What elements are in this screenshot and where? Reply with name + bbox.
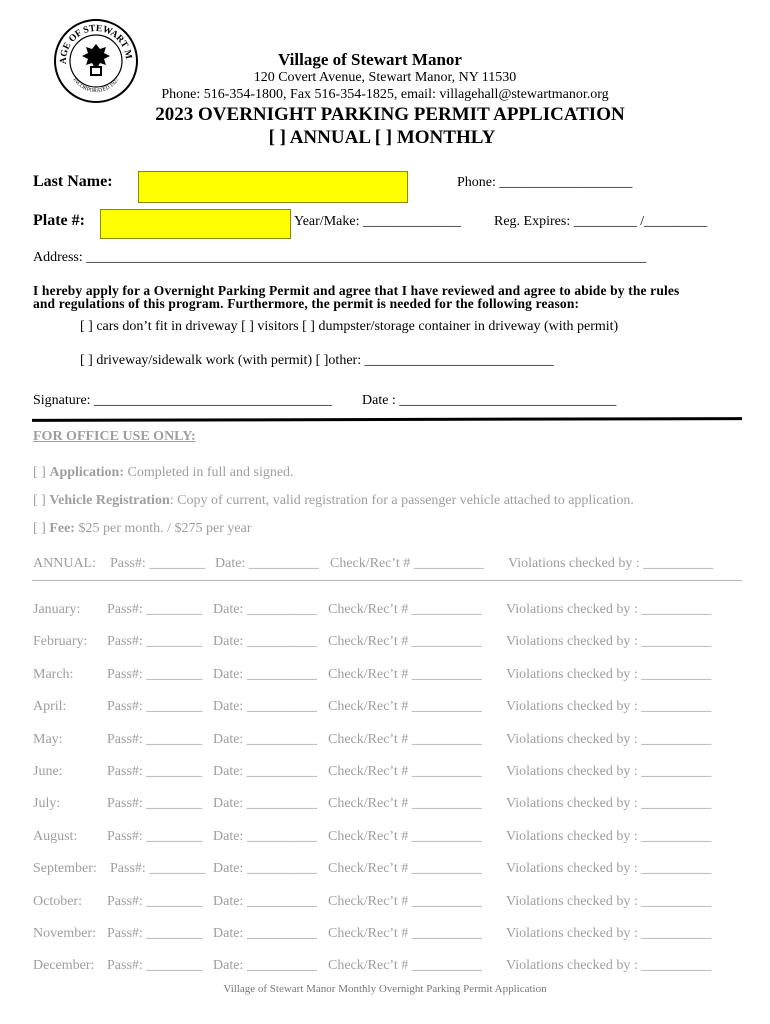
row-label: May: [33, 731, 63, 747]
annual-row [0, 556, 770, 576]
row-label: September: [33, 861, 97, 877]
date-field[interactable]: Date: __________ [213, 731, 317, 747]
month-row [0, 958, 770, 978]
date-field[interactable]: Date: __________ [213, 602, 317, 617]
year-make-field[interactable]: Year/Make: ______________ [294, 214, 461, 229]
violations-field[interactable]: Violations checked by : __________ [506, 666, 712, 682]
date-field[interactable]: Date: __________ [213, 861, 317, 877]
date-field[interactable]: Date: __________ [215, 556, 319, 571]
date-field[interactable]: Date: __________ [213, 796, 317, 812]
row-label: June: [33, 764, 63, 779]
date-field[interactable]: Date: __________ [213, 828, 317, 844]
pass-field[interactable]: Pass#: ________ [107, 926, 203, 941]
violations-field[interactable]: Violations checked by : __________ [506, 731, 712, 747]
agreement-line-1: I hereby apply for a Overnight Parking Permit and agree that I have reviewed and agree to abide by the rules [33, 283, 680, 298]
check-field[interactable]: Check/Rec’t # __________ [328, 893, 482, 909]
reason-options-1[interactable]: [ ] cars don’t fit in driveway [ ] visitors [ ] dumpster/storage container in driveway (with permit) [80, 319, 619, 334]
violations-field[interactable]: Violations checked by : __________ [508, 556, 714, 571]
violations-field[interactable]: Violations checked by : __________ [506, 764, 712, 779]
violations-field[interactable]: Violations checked by : __________ [506, 602, 712, 617]
date-field[interactable]: Date: __________ [213, 699, 317, 715]
pass-field[interactable]: Pass#: ________ [107, 699, 203, 715]
last-name-field[interactable] [138, 171, 408, 203]
month-row [0, 732, 770, 752]
signature-field[interactable]: Signature: __________________________________ [33, 393, 333, 408]
violations-field[interactable]: Violations checked by : __________ [506, 634, 712, 650]
item-label: Vehicle Registration [49, 493, 170, 508]
last-name-label: Last Name: [33, 173, 113, 190]
check-field[interactable]: Check/Rec’t # __________ [328, 699, 482, 715]
check-field[interactable]: Check/Rec’t # __________ [328, 602, 482, 617]
pass-field[interactable]: Pass#: ________ [107, 602, 203, 617]
item-text: $25 per month. / $275 per year [74, 521, 252, 536]
violations-field[interactable]: Violations checked by : __________ [506, 893, 712, 909]
footer-text: Village of Stewart Manor Monthly Overnight Parking Permit Application [223, 983, 547, 995]
month-row [0, 602, 770, 622]
pass-field[interactable]: Pass#: ________ [107, 634, 203, 650]
month-row [0, 634, 770, 654]
pass-field[interactable]: Pass#: ________ [107, 666, 203, 682]
reason-options-2[interactable]: [ ] driveway/sidewalk work (with permit) [ ]other: ___________________________ [80, 353, 554, 368]
row-label: July: [33, 796, 61, 812]
item-text: : Copy of current, valid registration for a passenger vehicle attached to application. [169, 493, 634, 508]
row-label: October: [33, 893, 82, 909]
row-label: January: [33, 602, 81, 617]
month-row [0, 926, 770, 946]
violations-field[interactable]: Violations checked by : __________ [506, 699, 712, 715]
month-row [0, 764, 770, 784]
office-item-registration [33, 493, 634, 509]
month-row [0, 894, 770, 914]
date-field[interactable]: Date: __________ [213, 893, 317, 909]
phone-field[interactable]: Phone: ___________________ [457, 175, 633, 190]
checkbox-bracket[interactable]: [ ] [33, 493, 46, 508]
row-label: December: [33, 958, 95, 974]
pass-field[interactable]: Pass#: ________ [107, 893, 203, 909]
violations-field[interactable]: Violations checked by : __________ [506, 828, 712, 844]
check-field[interactable]: Check/Rec’t # __________ [328, 796, 482, 812]
check-field[interactable]: Check/Rec’t # __________ [328, 861, 482, 877]
date-field[interactable]: Date : _______________________________ [362, 393, 617, 408]
check-field[interactable]: Check/Rec’t # __________ [328, 666, 482, 682]
agreement-line-2: and regulations of this program. Furthermore, the permit is needed for the following reason: [33, 296, 580, 311]
svg-text:INCORPORATED 1927: INCORPORATED 1927 [71, 77, 121, 95]
row-label: August: [33, 828, 78, 844]
item-text: Completed in full and signed. [124, 465, 294, 480]
pass-field[interactable]: Pass#: ________ [110, 556, 206, 571]
annual-divider [32, 580, 742, 581]
date-field[interactable]: Date: __________ [213, 634, 317, 650]
pass-field[interactable]: Pass#: ________ [107, 731, 203, 747]
check-field[interactable]: Check/Rec’t # __________ [328, 731, 482, 747]
org-name: Village of Stewart Manor [278, 50, 462, 69]
org-address: 120 Covert Avenue, Stewart Manor, NY 11530 [253, 70, 517, 85]
checkbox-bracket[interactable]: [ ] [33, 521, 46, 536]
month-row [0, 861, 770, 881]
reg-expires-field[interactable]: Reg. Expires: _________ /_________ [494, 214, 708, 229]
row-label: February: [33, 634, 88, 650]
check-field[interactable]: Check/Rec’t # __________ [328, 634, 482, 650]
plate-field[interactable] [100, 209, 291, 239]
check-field[interactable]: Check/Rec’t # __________ [330, 556, 484, 571]
row-label: April: [33, 699, 67, 715]
violations-field[interactable]: Violations checked by : __________ [506, 926, 712, 941]
org-contact: Phone: 516-354-1800, Fax 516-354-1825, email: villagehall@stewartmanor.org [161, 87, 609, 102]
pass-field[interactable]: Pass#: ________ [107, 828, 203, 844]
check-field[interactable]: Check/Rec’t # __________ [328, 958, 482, 974]
pass-field[interactable]: Pass#: ________ [107, 764, 203, 779]
month-row [0, 667, 770, 687]
violations-field[interactable]: Violations checked by : __________ [506, 958, 712, 974]
pass-field[interactable]: Pass#: ________ [107, 958, 203, 974]
address-field[interactable]: Address: ________________________________________________________________________________ [33, 250, 647, 265]
violations-field[interactable]: Violations checked by : __________ [506, 861, 712, 877]
date-field[interactable]: Date: __________ [213, 764, 317, 779]
pass-field[interactable]: Pass#: ________ [107, 796, 203, 812]
pass-field[interactable]: Pass#: ________ [110, 861, 206, 877]
check-field[interactable]: Check/Rec’t # __________ [328, 828, 482, 844]
section-divider [32, 417, 742, 422]
month-row [0, 796, 770, 816]
item-label: Fee: [49, 521, 75, 536]
month-row [0, 829, 770, 849]
check-field[interactable]: Check/Rec’t # __________ [328, 764, 482, 779]
row-label: November: [33, 926, 96, 941]
date-field[interactable]: Date: __________ [213, 958, 317, 974]
page-title: 2023 OVERNIGHT PARKING PERMIT APPLICATION [155, 104, 625, 125]
plate-label: Plate #: [33, 212, 85, 229]
checkbox-bracket[interactable]: [ ] [33, 465, 46, 480]
violations-field[interactable]: Violations checked by : __________ [506, 796, 712, 812]
svg-text:VILLAGE OF STEWART MANOR: AGE OF STEWART M [58, 23, 134, 65]
month-row [0, 699, 770, 719]
office-heading: FOR OFFICE USE ONLY: [33, 429, 196, 444]
office-item-application [33, 465, 294, 481]
row-label: ANNUAL: [33, 556, 96, 571]
check-field[interactable]: Check/Rec’t # __________ [328, 926, 482, 941]
office-item-fee [33, 521, 252, 537]
permit-type: [ ] ANNUAL [ ] MONTHLY [268, 127, 496, 148]
row-label: March: [33, 666, 74, 682]
date-field[interactable]: Date: __________ [213, 926, 317, 941]
date-field[interactable]: Date: __________ [213, 666, 317, 682]
item-label: Application: [49, 465, 125, 480]
